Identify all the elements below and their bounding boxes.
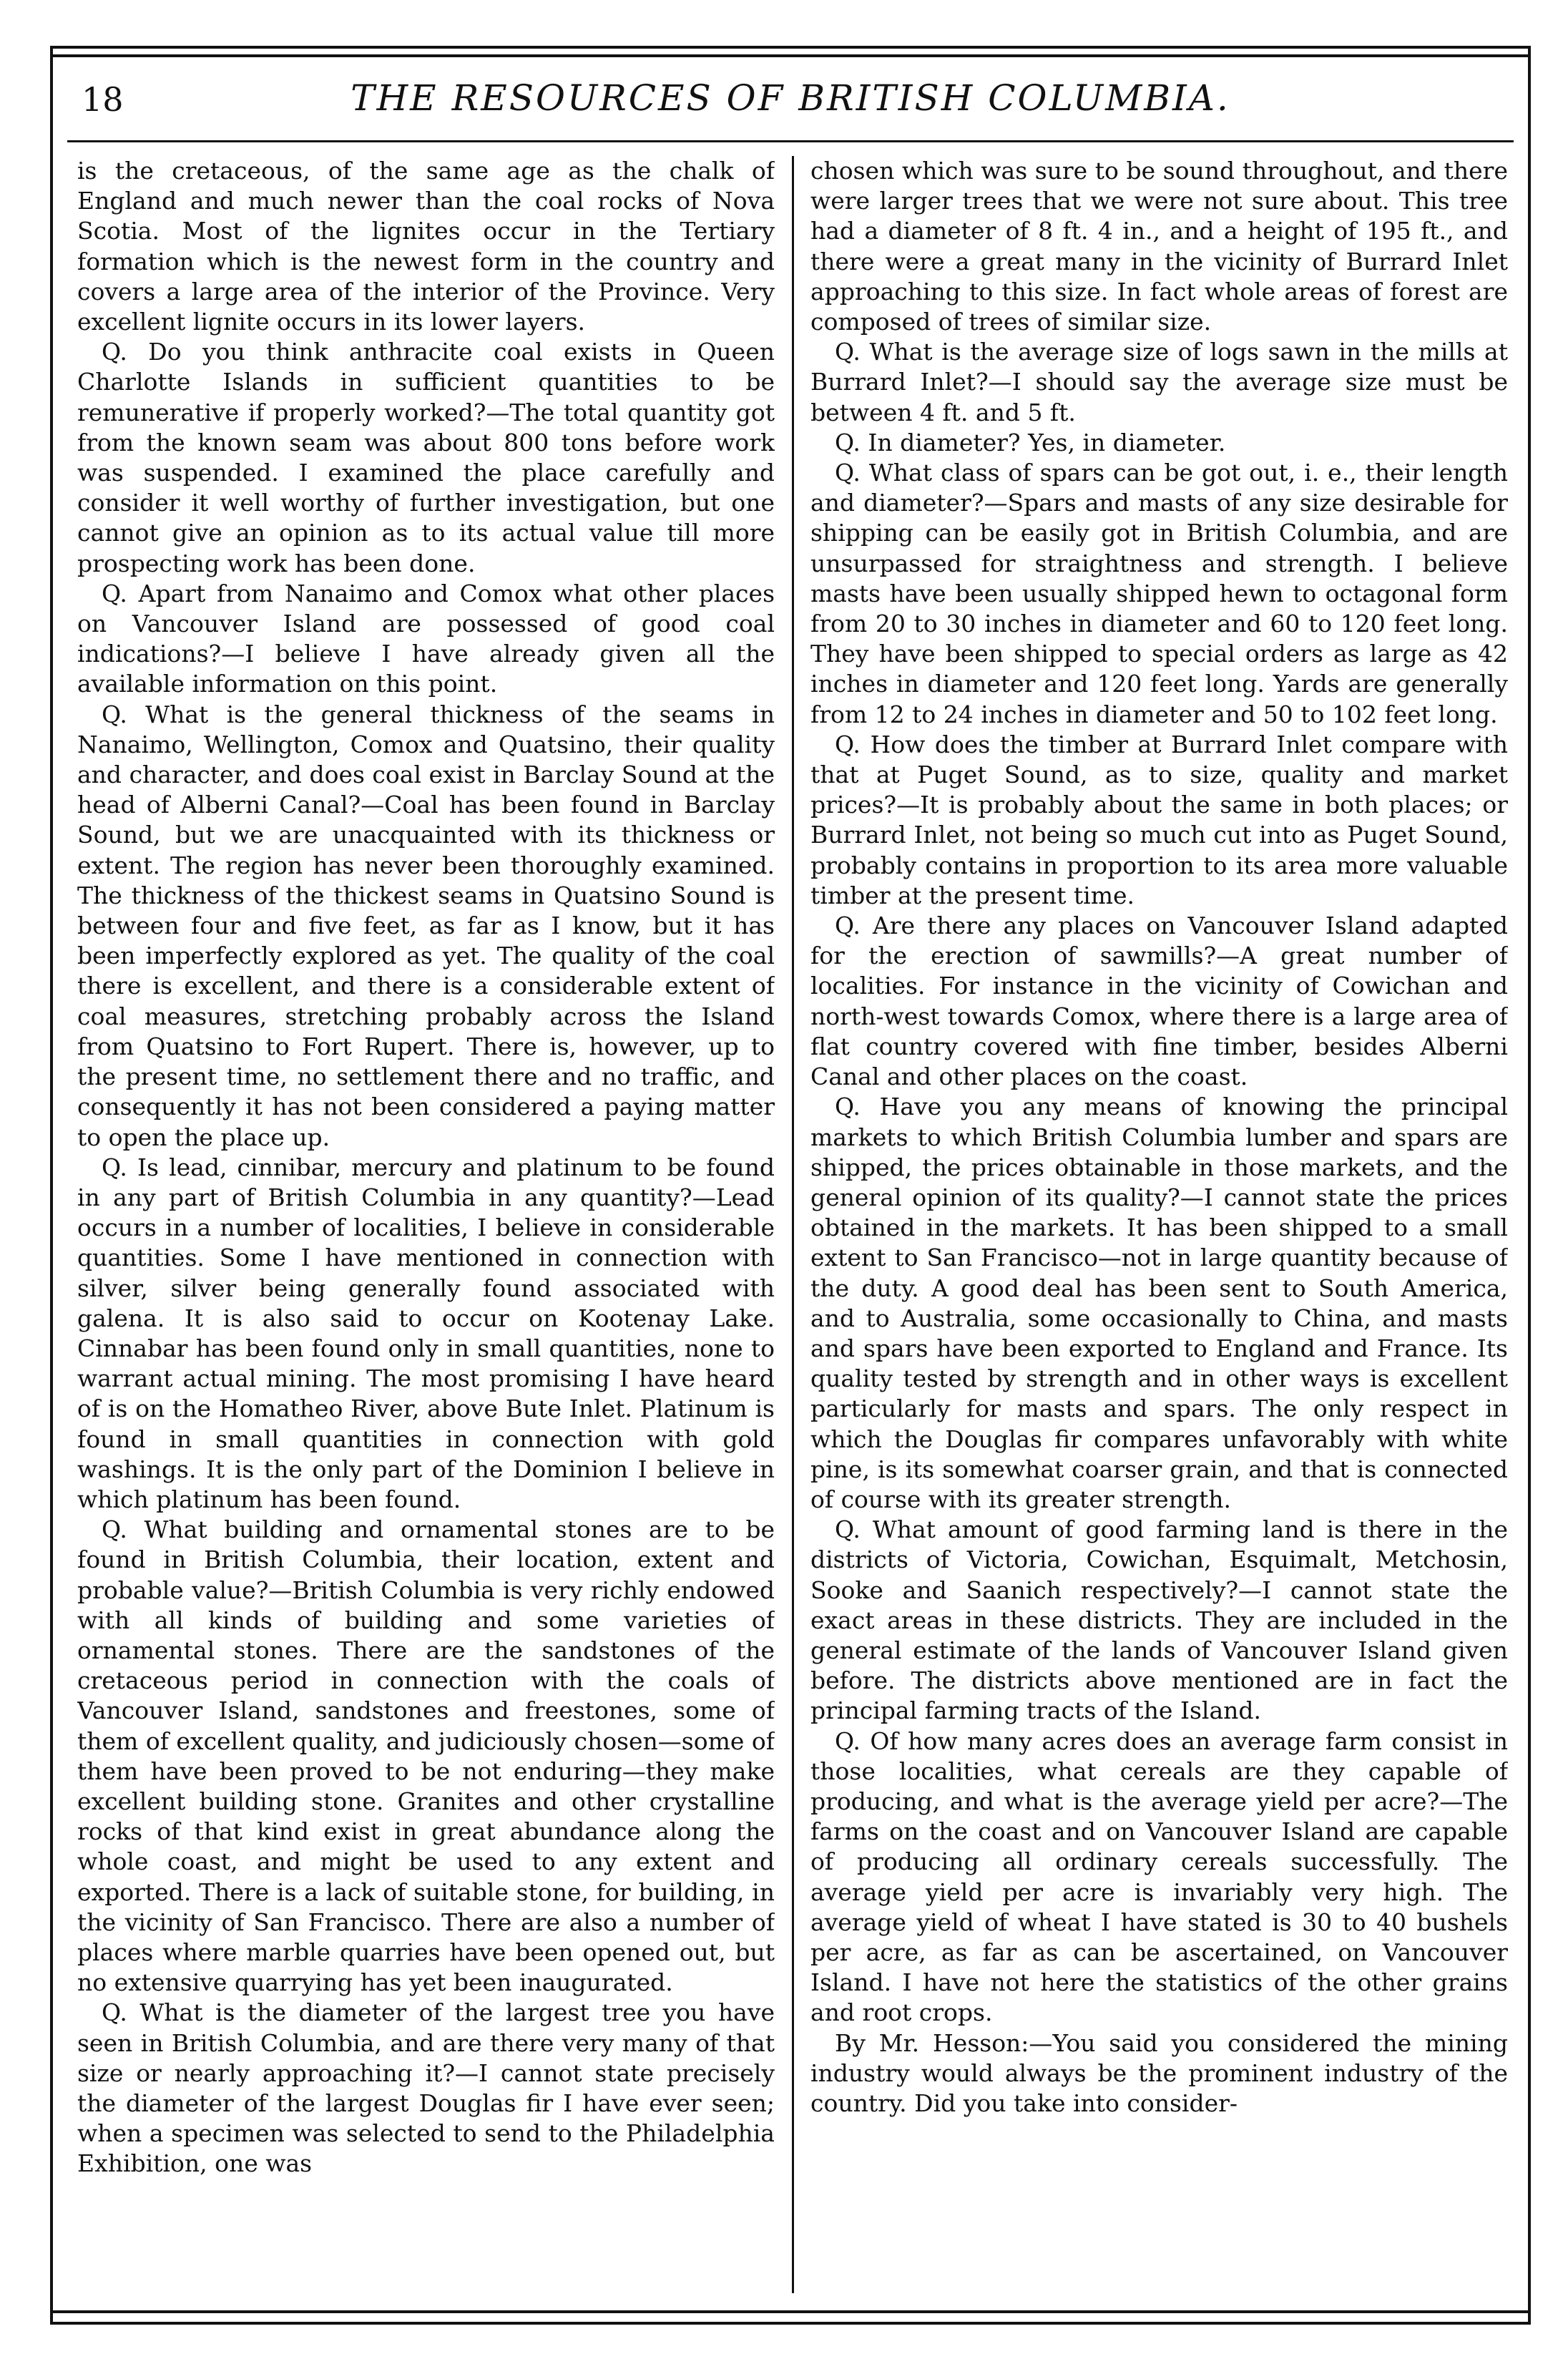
left-column xyxy=(77,156,775,2293)
paragraph: Q. How does the timber at Burrard Inlet compare with that at Puget Sound, as to size, quality and market prices?—It is probably about the same in both places; or Burrard Inlet, not being so much cut into as Puget Sound, probably contains in proportion to its area more valuable timber at the present time. xyxy=(810,730,1508,909)
page-header xyxy=(82,73,1499,130)
column-divider xyxy=(792,156,794,2293)
paragraph: By Mr. Hesson:—You said you considered the mining industry would always be the prominent industry of the country. Did you take into consider- xyxy=(810,2028,1508,2117)
paragraph: Q. What class of spars can be got out, i. e., their length and diameter?—Spars and masts of any size desirable for shipping can be easily got in British Columbia, and are unsurpassed for straightness and strength. I believe masts have been usually shipped hewn to octagonal form from 20 to 30 inches in diameter and 60 to 120 feet long. They have been shipped to special orders as large as 42 inches in diameter and 120 feet long. Yards are generally from 12 to 24 inches in diameter and 50 to 102 feet long. xyxy=(810,459,1508,728)
page-number: 18 xyxy=(82,80,124,119)
paragraph: Q. What amount of good farming land is there in the districts of Victoria, Cowichan, Esquimalt, Metchosin, Sooke and Saanich respectively?—I cannot state the exact areas in these districts. They are included in the general estimate of the lands of Vancouver Island given before. The districts above mentioned are in fact the principal farming tracts of the Island. xyxy=(810,1515,1508,1725)
paragraph: Q. What is the diameter of the largest tree you have seen in British Columbia, and are there very many of that size or nearly approaching it?—I cannot state precisely the diameter of the largest Douglas fir I have ever seen; when a specimen was selected to send to the Philadelphia Exhibition, one was xyxy=(77,1998,775,2178)
paragraph: Q. Are there any places on Vancouver Island adapted for the erection of sawmills?—A great number of localities. For instance in the vicinity of Cowichan and north-west towards Comox, where there is a large area of flat country covered with fine timber, besides Alberni Canal and other places on the coast. xyxy=(810,912,1508,1091)
paragraph: is the cretaceous, of the same age as the chalk of England and much newer than the coal rocks of Nova Scotia. Most of the lignites occur in the Tertiary formation which is the newest form in the country and covers a large area of the interior of the Province. Very excellent lignite occurs in its lower layers. xyxy=(77,157,775,336)
paragraph: Q. What is the average size of logs sawn in the mills at Burrard Inlet?—I should say the average size must be between 4 ft. and 5 ft. xyxy=(810,338,1508,426)
bottom-rule xyxy=(53,2310,1528,2313)
paragraph: Q. Is lead, cinnibar, mercury and platinum to be found in any part of British Columbia in any quantity?—Lead occurs in a number of localities, I believe in considerable quantities. Some I have mentioned in connection with silver, silver being generally found associated with galena. It is also said to occur on Kootenay Lake. Cinnabar has been found only in small quantities, none to warrant actual mining. The most promising I have heard of is on the Homatheo River, above Bute Inlet. Platinum is found in small quantities in connection with gold washings. It is the only part of the Dominion I believe in which platinum has been found. xyxy=(77,1153,775,1513)
right-column xyxy=(810,156,1508,2293)
header-rule xyxy=(67,140,1514,142)
top-rule xyxy=(53,54,1528,57)
paragraph: Q. What is the general thickness of the seams in Nanaimo, Wellington, Comox and Quatsino, their quality and character, and does coal exist in Barclay Sound at the head of Alberni Canal?—Coal has been found in Barclay Sound, but we are unacquainted with its thickness or extent. The region has never been thoroughly examined. The thickness of the thickest seams in Quatsino Sound is between four and five feet, as far as I know, but it has been imperfectly explored as yet. The quality of the coal there is excellent, and there is a considerable extent of coal measures, stretching probably across the Island from Quatsino to Fort Rupert. There is, however, up to the present time, no settlement there and no traffic, and consequently it has not been considered a paying matter to open the place up. xyxy=(77,700,775,1151)
paragraph: Q. What building and ornamental stones are to be found in British Columbia, their location, extent and probable value?—British Columbia is very richly endowed with all kinds of building and some varieties of ornamental stones. There are the sandstones of the cretaceous period in connection with the coals of Vancouver Island, sandstones and freestones, some of them of excellent quality, and judiciously chosen—some of them have been proved to be not enduring—they make excellent building stone. Granites and other crystalline rocks of that kind exist in great abundance along the whole coast, and might be used to any extent and exported. There is a lack of suitable stone, for building, in the vicinity of San Francisco. There are also a number of places where marble quarries have been opened out, but no extensive quarrying has yet been inaugurated. xyxy=(77,1515,775,1997)
text-columns xyxy=(77,156,1508,2293)
page-frame xyxy=(50,46,1531,2325)
paragraph: Q. Of how many acres does an average farm consist in those localities, what cereals are they capable of producing, and what is the average yield per acre?—The farms on the coast and on Vancouver Island are capable of producing all ordinary cereals successfully. The average yield per acre is invariably very high. The average yield of wheat I have stated is 30 to 40 bushels per acre, as far as can be ascertained, on Vancouver Island. I have not here the statistics of the other grains and root crops. xyxy=(810,1726,1508,2027)
paragraph: Q. Apart from Nanaimo and Comox what other places on Vancouver Island are possessed of good coal indications?—I believe I have already given all the available information on this point. xyxy=(77,579,775,698)
paragraph: Q. Do you think anthracite coal exists in Queen Charlotte Islands in sufficient quantities to be remunerative if properly worked?—The total quantity got from the known seam was about 800 tons before work was suspended. I examined the place carefully and consider it well worthy of further investigation, but one cannot give an opinion as to its actual value till more prospecting work has been done. xyxy=(77,338,775,577)
paragraph: chosen which was sure to be sound throughout, and there were larger trees that we were not sure about. This tree had a diameter of 8 ft. 4 in., and a height of 195 ft., and there were a great many in the vicinity of Burrard Inlet approaching to this size. In fact whole areas of forest are composed of trees of similar size. xyxy=(810,157,1508,336)
running-title: THE RESOURCES OF BRITISH COLUMBIA. xyxy=(351,77,1230,119)
paragraph: Q. Have you any means of knowing the principal markets to which British Columbia lumber and spars are shipped, the prices obtainable in those markets, and the general opinion of its quality?—I cannot state the prices obtained in the markets. It has been shipped to a small extent to San Francisco—not in large quantity because of the duty. A good deal has been sent to South America, and to Australia, some occasionally to China, and masts and spars have been exported to England and France. Its quality tested by strength and in other ways is excellent particularly for masts and spars. The only respect in which the Douglas fir compares unfavorably with white pine, is its somewhat coarser grain, and that is connected of course with its greater strength. xyxy=(810,1093,1508,1513)
paragraph: Q. In diameter? Yes, in diameter. xyxy=(835,428,1226,456)
